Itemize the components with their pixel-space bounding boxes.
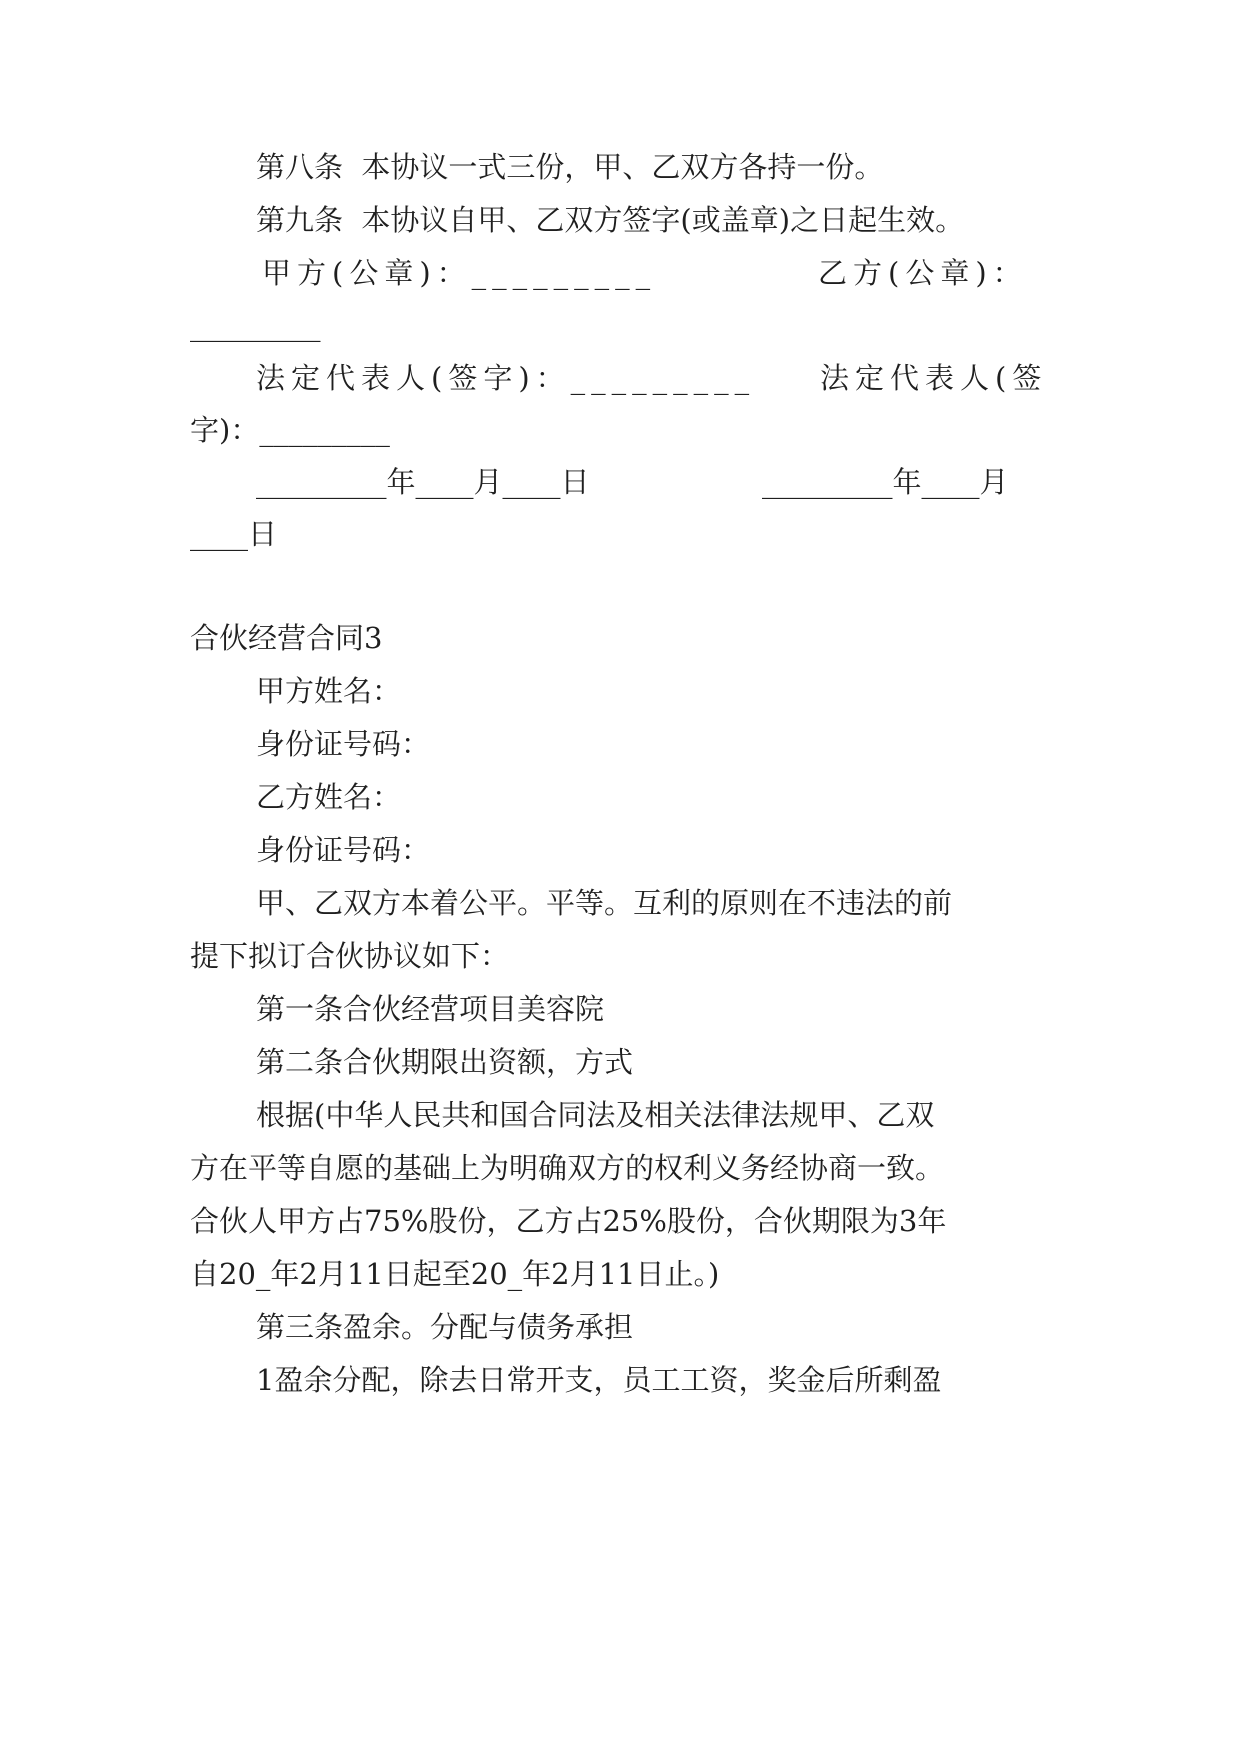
party-b-date-cont: ____日 [190,517,278,551]
basis-line-4: 自20_年2月11日起至20_年2月11日止。) [190,1257,720,1291]
party-b-date: _________年____月 [762,465,1009,499]
party-a-date: _________年____月____日 [256,465,590,499]
party-a-seal: 甲方(公章)：_________ [262,256,657,290]
intro-line-1: 甲、乙双方本着公平。平等。互利的原则在不违法的前 [256,886,953,920]
party-b-representative: 法定代表人(签 [820,361,1048,395]
party-b-representative-cont: 字)：_________ [190,413,390,447]
party-b-id: 身份证号码： [256,833,431,867]
profit-line-1: 1盈余分配，除去日常开支，员工工资，奖金后所剩盈 [256,1363,942,1397]
article-1: 第一条合伙经营项目美容院 [256,992,605,1026]
basis-line-3: 合伙人甲方占75%股份，乙方占25%股份，合伙期限为3年 [190,1204,947,1238]
article-8: 第八条 本协议一式三份，甲、乙双方各持一份。 [256,150,884,184]
contract-title: 合伙经营合同3 [190,621,383,655]
article-2: 第二条合伙期限出资额，方式 [256,1045,634,1079]
basis-line-1: 根据(中华人民共和国合同法及相关法律法规甲、乙双 [256,1098,935,1132]
article-9: 第九条 本协议自甲、乙双方签字(或盖章)之日起生效。 [256,203,965,237]
party-b-name: 乙方姓名： [256,780,402,814]
intro-line-2: 提下拟订合伙协议如下： [190,939,510,973]
basis-line-2: 方在平等自愿的基础上为明确双方的权利义务经协商一致。 [190,1151,945,1185]
party-b-seal-blank: _________ [190,308,321,342]
party-b-seal: 乙方(公章)： [818,256,1028,290]
party-a-representative: 法定代表人(签字)：_________ [256,361,756,395]
party-a-id: 身份证号码： [256,727,431,761]
article-3: 第三条盈余。分配与债务承担 [256,1310,634,1344]
party-a-name: 甲方姓名： [256,674,402,708]
